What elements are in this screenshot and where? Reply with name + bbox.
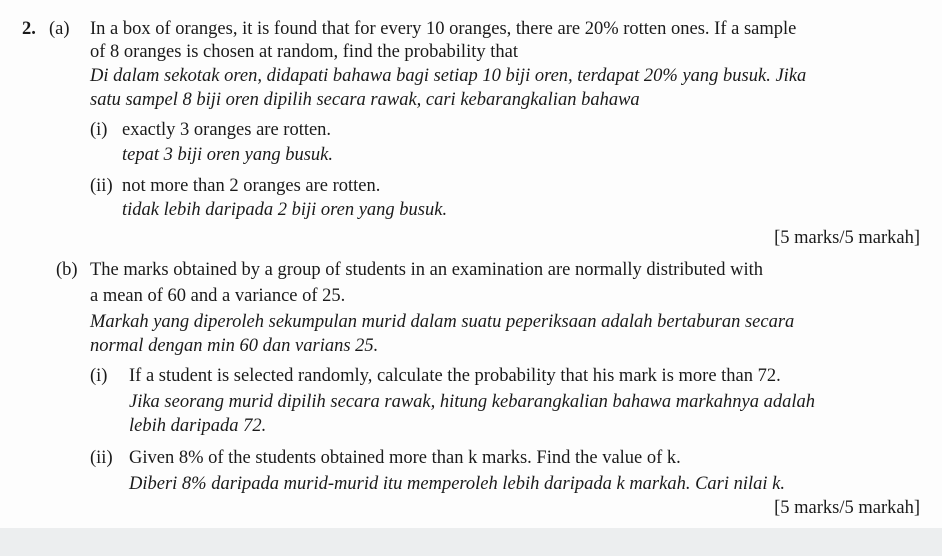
part-b-i-text-ms: Jika seorang murid dipilih secara rawak, hitung kebarangkalian bahawa markahnya adalah [129,392,815,412]
part-b-text-ms: normal dengan min 60 dan varians 25. [90,336,379,356]
question-number: 2. [22,19,36,39]
part-b-ii-label: (ii) [90,448,113,468]
part-b-text: The marks obtained by a group of students in an examination are normally distributed with [90,260,764,280]
part-b-text-ms: Markah yang diperoleh sekumpulan murid dalam suatu peperiksaan adalah bertaburan secara [90,312,795,332]
part-a-ii-label: (ii) [90,176,113,196]
part-b-text: a mean of 60 and a variance of 25. [90,286,346,306]
part-b-i-label: (i) [90,366,108,386]
part-a-text-ms: satu sampel 8 biji oren dipilih secara rawak, cari kebarangkalian bahawa [90,90,640,110]
part-a-text: of 8 oranges is chosen at random, find the probability that [90,42,518,62]
part-a-text-ms: Di dalam sekotak oren, didapati bahawa bagi setiap 10 biji oren, terdapat 20% yang busuk. Jika [90,66,807,86]
part-a-ii-text: not more than 2 oranges are rotten. [122,176,381,196]
part-a-label: (a) [49,19,70,39]
part-b-ii-text: Given 8% of the students obtained more than k marks. Find the value of k. [129,448,681,468]
part-a-i-text: exactly 3 oranges are rotten. [122,120,332,140]
part-a-marks: [5 marks/5 markah] [774,228,920,248]
page-bottom-edge [0,528,942,556]
part-b-marks: [5 marks/5 markah] [774,498,920,518]
part-a-ii-text-ms: tidak lebih daripada 2 biji oren yang busuk. [122,200,448,220]
part-b-i-text-ms: lebih daripada 72. [129,416,267,436]
part-a-i-label: (i) [90,120,108,140]
part-b-i-text: If a student is selected randomly, calculate the probability that his mark is more than 72. [129,366,781,386]
part-a-text: In a box of oranges, it is found that for every 10 oranges, there are 20% rotten ones. If a sample [90,19,797,39]
part-b-ii-text-ms: Diberi 8% daripada murid-murid itu memperoleh lebih daripada k markah. Cari nilai k. [129,474,786,494]
part-a-i-text-ms: tepat 3 biji oren yang busuk. [122,145,334,165]
part-b-label: (b) [56,260,78,280]
